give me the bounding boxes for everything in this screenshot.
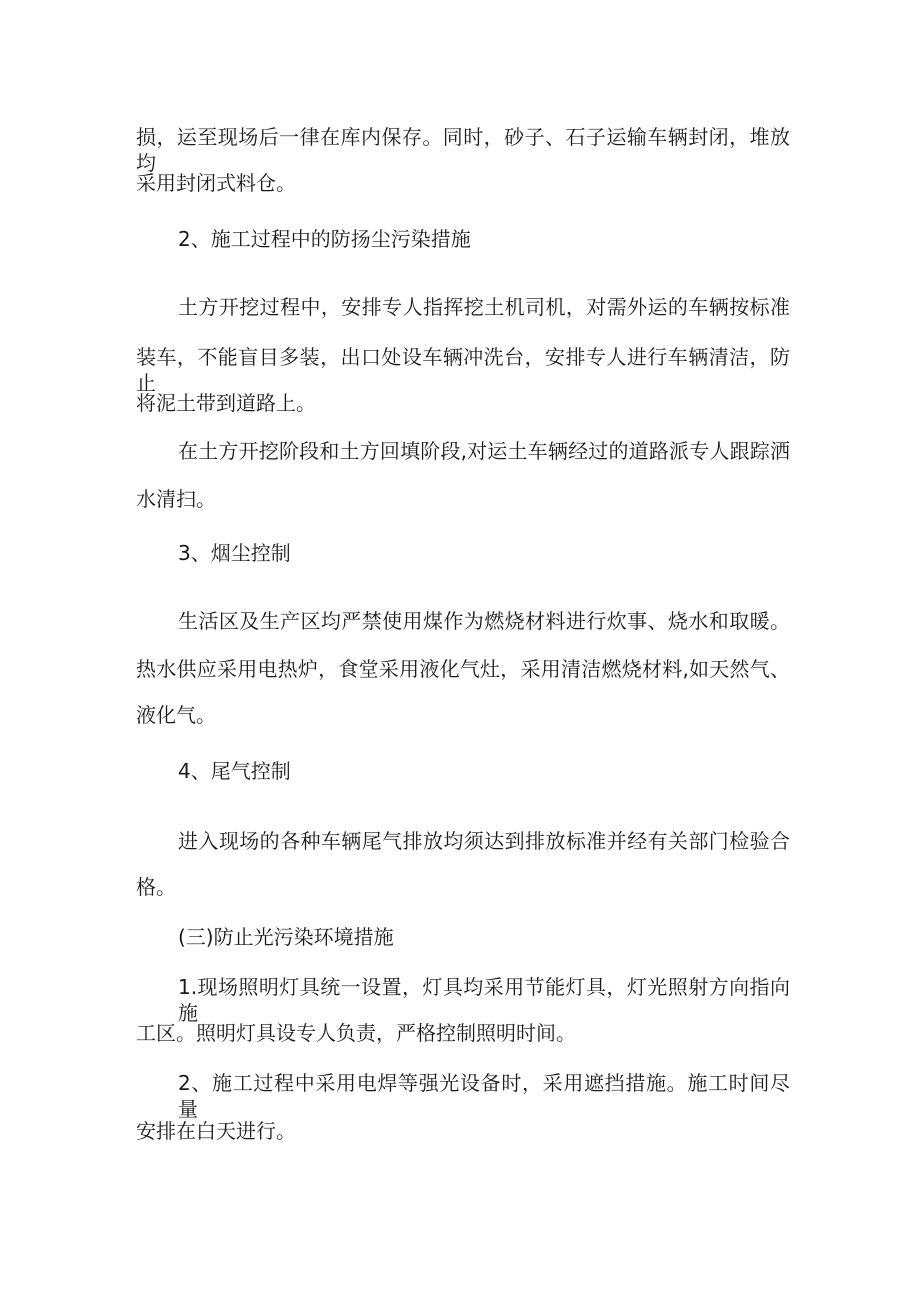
paragraph-line: 水清扫。 (136, 487, 216, 511)
paragraph-line: 损，运至现场后一律在库内保存。同时，砂子、石子运输车辆封闭，堆放均 (136, 125, 790, 175)
paragraph-line: 热水供应采用电热炉，食堂采用液化气灶，采用清洁燃烧材料,如天然气、 (136, 657, 790, 681)
paragraph-line: 格。 (136, 875, 176, 899)
paragraph-line: 采用封闭式料仓。 (136, 171, 296, 195)
paragraph-line: 1.现场照明灯具统一设置，灯具均采用节能灯具，灯光照射方向指向施 (178, 975, 790, 1025)
section-heading: 4、尾气控制 (178, 759, 291, 783)
paragraph-line: 装车，不能盲目多装，出口处设车辆冲洗台，安排专人进行车辆清洁，防止 (136, 345, 790, 395)
paragraph-line: 将泥土带到道路上。 (136, 391, 316, 415)
paragraph-line: 2、施工过程中采用电焊等强光设备时，采用遮挡措施。施工时间尽量 (178, 1071, 790, 1121)
paragraph-line: 工区。照明灯具设专人负责，严格控制照明时间。 (136, 1021, 576, 1045)
paragraph-line: 安排在白天进行。 (136, 1119, 296, 1143)
paragraph-line: 土方开挖过程中，安排专人指挥挖土机司机，对需外运的车辆按标准 (178, 295, 790, 319)
paragraph-line: 生活区及生产区均严禁使用煤作为燃烧材料进行炊事、烧水和取暖。 (178, 609, 790, 633)
paragraph-line: 在土方开挖阶段和土方回填阶段,对运土车辆经过的道路派专人跟踪洒 (178, 439, 790, 463)
section-heading: 3、烟尘控制 (178, 541, 291, 565)
paragraph-line: 进入现场的各种车辆尾气排放均须达到排放标准并经有关部门检验合 (178, 829, 790, 853)
section-heading: 2、施工过程中的防扬尘污染措施 (178, 227, 471, 251)
paragraph-line: 液化气。 (136, 703, 216, 727)
section-heading: (三)防止光污染环境措施 (178, 925, 394, 949)
